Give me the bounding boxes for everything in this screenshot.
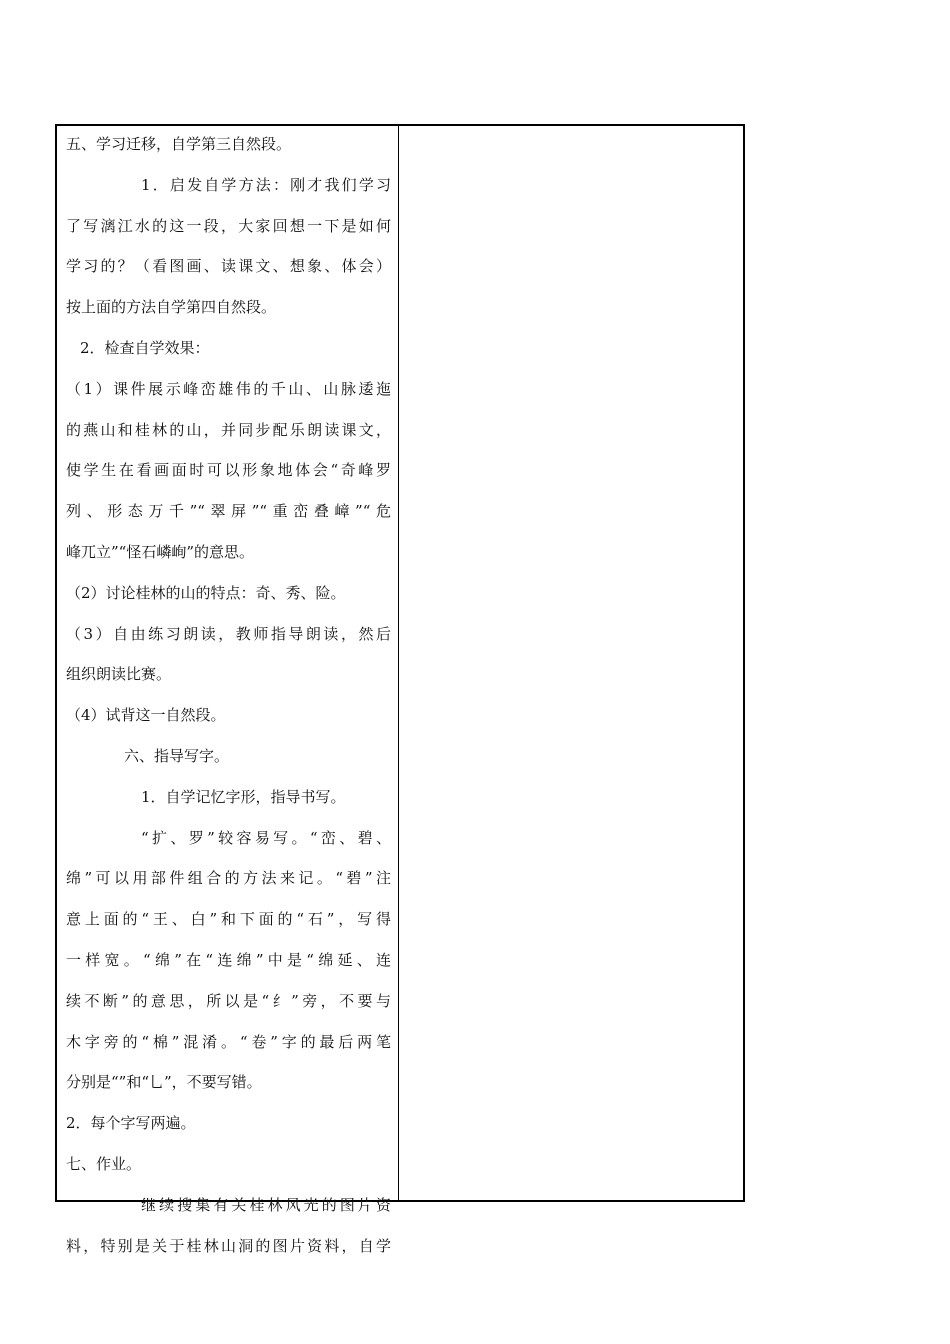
column-divider	[398, 126, 399, 1200]
left-column-content	[66, 130, 391, 1272]
text-line: 分别是“”和“乚”，不要写错。	[66, 1073, 262, 1092]
text-line: 料，特别是关于桂林山洞的图片资料，自学	[66, 1236, 391, 1255]
text-line: 1．自学记忆字形，指导书写。	[141, 787, 346, 806]
text-line: 六、指导写字。	[124, 746, 230, 765]
text-line: （4）试背这一自然段。	[66, 706, 226, 725]
text-line: “扩、罗”较容易写。“峦、碧、	[141, 828, 391, 847]
text-line: 了写漓江水的这一段，大家回想一下是如何	[66, 216, 391, 235]
text-line: （3）自由练习朗读，教师指导朗读，然后	[66, 624, 391, 643]
text-line: 的燕山和桂林的山，并同步配乐朗读课文，	[66, 420, 391, 439]
text-line: （2）讨论桂林的山的特点：奇、秀、险。	[66, 583, 346, 602]
text-line: 一样宽。“绵”在“连绵”中是“绵延、连	[66, 950, 391, 969]
lesson-plan-table	[55, 124, 745, 1255]
text-line: 2．检查自学效果：	[80, 338, 210, 357]
text-line: 列、形态万千”“翠屏”“重峦叠嶂”“危	[66, 502, 391, 521]
text-line: 七、作业。	[66, 1154, 142, 1173]
text-line: （1）课件展示峰峦雄伟的千山、山脉逶迤	[66, 379, 391, 398]
text-line: 绵”可以用部件组合的方法来记。“碧”注	[66, 869, 391, 888]
text-line: 继续搜集有关桂林风光的图片资	[141, 1195, 391, 1214]
text-line: 五、学习迁移，自学第三自然段。	[66, 135, 292, 153]
text-line: 续不断”的意思，所以是“纟”旁，不要与	[66, 991, 391, 1010]
text-line: 2．每个字写两遍。	[66, 1114, 196, 1133]
text-line: 按上面的方法自学第四自然段。	[66, 298, 277, 317]
text-line: 使学生在看画面时可以形象地体会“奇峰罗	[66, 461, 391, 480]
text-line: 组织朗读比赛。	[66, 665, 172, 684]
text-line: 峰兀立”“怪石嶙峋”的意思。	[66, 542, 255, 561]
text-line: 1．启发自学方法：刚才我们学习	[141, 175, 391, 194]
text-line: 木字旁的“棉”混淆。“卷”字的最后两笔	[66, 1032, 391, 1051]
text-line: 学习的？（看图画、读课文、想象、体会）	[66, 257, 391, 276]
text-line: 意上面的“王、白”和下面的“石”，写得	[66, 910, 391, 929]
